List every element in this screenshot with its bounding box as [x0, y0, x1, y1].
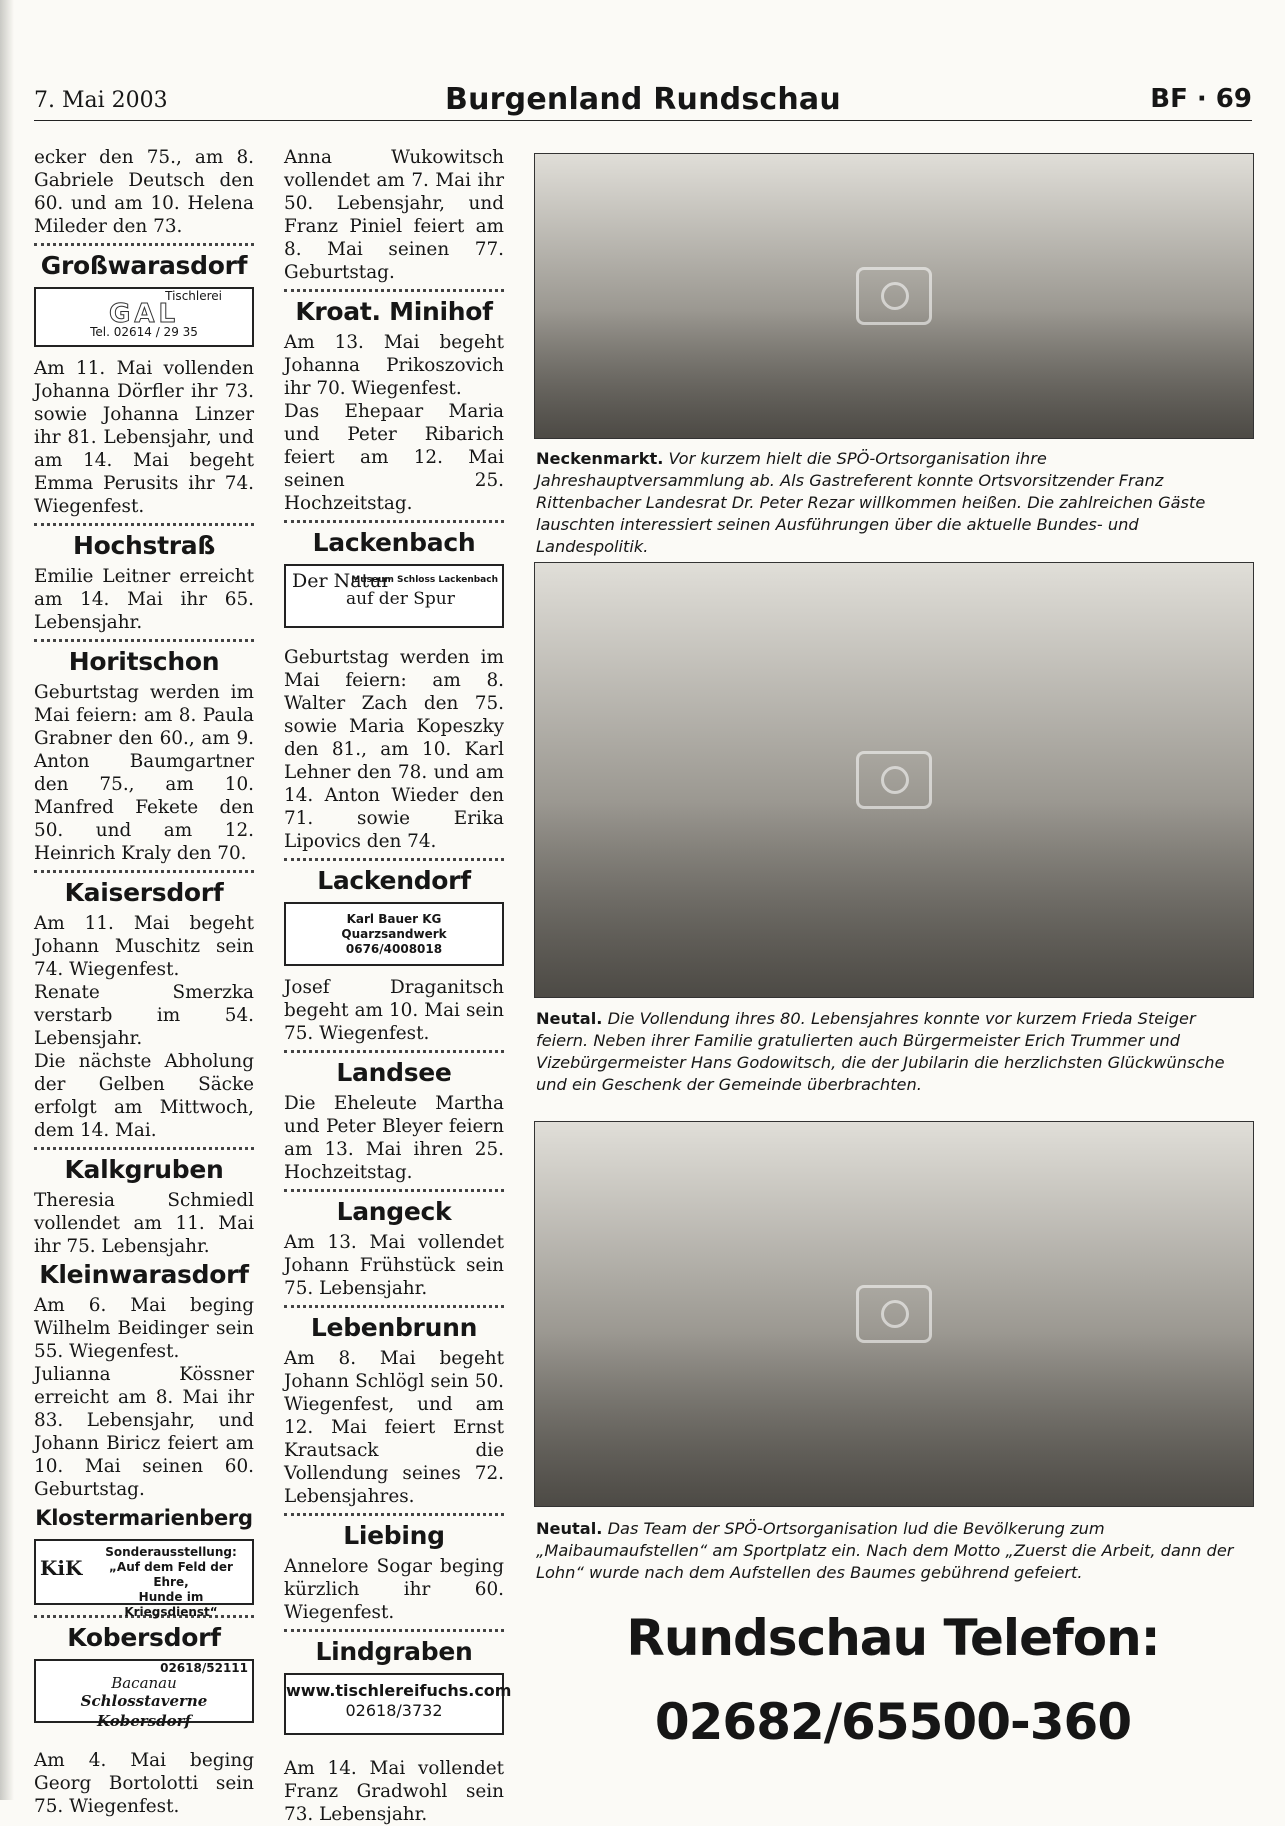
section-title: Lebenbrunn [310, 1313, 478, 1342]
caption-place: Neutal. [536, 1519, 603, 1538]
ad-kik-exhibition[interactable]: KiK Sonderausstellung: „Auf dem Feld der Ehre, Hunde im Kriegsdienst“ [34, 1539, 254, 1605]
photo-icon [856, 1285, 932, 1343]
article-text: Emilie Leitner erreicht am 14. Mai ihr 65. Lebensjahr. [34, 566, 254, 633]
article-text: Am 6. Mai beging Wilhelm Beidinger sein 55. Wiegenfest. [34, 1295, 254, 1362]
promo-phone[interactable]: 02682/65500-360 [654, 1693, 1132, 1751]
gal-logo: GAL [108, 299, 180, 329]
photo-neutal-birthday [534, 562, 1254, 998]
section-title: Lindgraben [315, 1637, 473, 1666]
article-text: Josef Draganitsch begeht am 10. Mai sein 75. Wiegenfest. [284, 977, 504, 1044]
caption-place: Neckenmarkt. [536, 449, 664, 468]
divider [284, 1305, 504, 1308]
article-text: Theresia Schmiedl vollendet am 11. Mai ihr 75. Lebensjahr. [34, 1190, 254, 1257]
divider [34, 243, 254, 246]
divider [284, 1513, 504, 1516]
ad-schlosstaverne[interactable]: 02618/52111 Bacanau Schlosstaverne Kobersdorf [34, 1659, 254, 1723]
section-title: Klostermarienberg [35, 1506, 253, 1530]
article-text: Die Eheleute Martha und Peter Bleyer feiern am 13. Mai ihren 25. Hochzeitstag. [284, 1093, 504, 1183]
photo-neutal-maibaum [534, 1121, 1254, 1507]
article-text: Am 13. Mai begeht Johanna Prikoszovich ihr 70. Wiegenfest. [284, 332, 504, 399]
caption-text: Die Vollendung ihres 80. Lebensjahres konnte vor kurzem Frieda Steiger feiern. Neben ihrer Familie gratulierten auch Bürgermeister Erich Trummer und Vizebürgermeister Hans Godowitsch, die der Jubilarin die herzlichsten Glückwünsche und ein Geschenk der Gemeinde überbrachten. [536, 1009, 1225, 1094]
article-text: Die nächste Abholung der Gelben Säcke erfolgt am Mittwoch, dem 14. Mai. [34, 1051, 254, 1141]
article-text: Am 11. Mai begeht Johann Muschitz sein 74. Wiegenfest. [34, 913, 254, 980]
section-title: Kalkgruben [64, 1155, 224, 1184]
ad-tischlerei-fuchs[interactable]: www.tischlereifuchs.com 02618/3732 [284, 1673, 504, 1735]
article-text: Das Ehepaar Maria und Peter Ribarich feiert am 12. Mai seinen 25. Hochzeitstag. [284, 401, 504, 514]
article-text: Julianna Kössner erreicht am 8. Mai ihr 83. Lebensjahr, und Johann Biricz feiert am 10. Mai seinen 60. Geburtstag. [34, 1364, 254, 1500]
divider [284, 858, 504, 861]
article-continued: ecker den 75., am 8. Gabriele Deutsch den 60. und am 10. Helena Mileder den 73. [34, 147, 254, 237]
issue-date: 7. Mai 2003 [34, 88, 168, 113]
kik-logo: KiK [40, 1556, 83, 1580]
page-binding-shadow [0, 0, 14, 1800]
divider [34, 639, 254, 642]
divider [284, 1629, 504, 1632]
section-title: Horitschon [68, 647, 220, 676]
caption-neutal-birthday [536, 1008, 1252, 1096]
article-text: Am 4. Mai beging Georg Bortolotti sein 75. Wiegenfest. [34, 1750, 254, 1817]
article-text: Annelore Sogar beging kürzlich ihr 60. Wiegenfest. [284, 1556, 504, 1623]
caption-place: Neutal. [536, 1009, 603, 1028]
article-text: Geburtstag werden im Mai feiern: am 8. Walter Zach den 75. sowie Maria Kopeszky den 81., am 10. Karl Lehner den 78. und am 14. Anton Wieder den 71. sowie Erika Lipovics den 74. [284, 647, 504, 852]
photo-icon [856, 751, 932, 809]
article-text: Am 14. Mai vollendet Franz Gradwohl sein 73. Lebensjahr. [284, 1758, 504, 1825]
section-title: Liebing [343, 1521, 445, 1550]
divider [284, 1050, 504, 1053]
divider [34, 870, 254, 873]
article-text: Am 11. Mai vollenden Johanna Dörfler ihr 73. sowie Johanna Linzer ihr 81. Lebensjahr, und am 14. Mai begeht Emma Perusits ihr 74. Wiegenfest. [34, 358, 254, 517]
divider [284, 520, 504, 523]
section-title: Lackendorf [317, 866, 471, 895]
column-middle [284, 146, 512, 1826]
caption-text: Das Team der SPÖ-Ortsorganisation lud die Bevölkerung zum „Maibaumaufstellen“ am Sportplatz ein. Nach dem Motto „Zuerst die Arbeit, dann der Lohn“ wurde nach dem Aufstellen des Baumes gebührend gefeiert. [536, 1519, 1234, 1582]
section-title: Kleinwarasdorf [39, 1260, 249, 1289]
ad-tischlerei-gal[interactable]: Tischlerei GAL Tel. 02614 / 29 35 [34, 287, 254, 347]
article-text: Renate Smerzka verstarb im 54. Lebensjahr. [34, 982, 254, 1049]
section-title: Großwarasdorf [40, 251, 248, 280]
section-title: Kobersdorf [67, 1623, 221, 1652]
newspaper-title: Burgenland Rundschau [445, 82, 841, 117]
caption-text: Vor kurzem hielt die SPÖ-Ortsorganisation ihre Jahreshauptversammlung ab. Als Gastreferent konnte Ortsvorsitzender Franz Rittenbacher Landesrat Dr. Peter Rezar willkommen heißen. Die zahlreichen Gäste lauschten interessiert seinen Ausführungen über die aktuelle Bundes- und Landespolitik. [536, 449, 1206, 556]
ad-museum-lackenbach[interactable]: Museum Schloss Lackenbach Der Natur auf der Spur [284, 564, 504, 628]
section-title: Landsee [336, 1058, 452, 1087]
section-title: Lackenbach [312, 528, 476, 557]
divider [34, 1147, 254, 1150]
article-text: Geburtstag werden im Mai feiern: am 8. Paula Grabner den 60., am 9. Anton Baumgartner den 75., am 10. Manfred Fekete den 50. und am 12. Heinrich Kraly den 70. [34, 682, 254, 864]
article-text: Am 8. Mai begeht Johann Schlögl sein 50. Wiegenfest, und am 12. Mai feiert Ernst Krautsack die Vollendung seines 72. Lebensjahres. [284, 1348, 504, 1507]
photo-icon [856, 267, 932, 325]
article-continued: Anna Wukowitsch vollendet am 7. Mai ihr 50. Lebensjahr, und Franz Piniel feiert am 8. Mai seinen 77. Geburtstag. [284, 147, 504, 283]
section-title: Kroat. Minihof [295, 297, 493, 326]
caption-neckenmarkt [536, 448, 1252, 558]
article-text: Am 13. Mai vollendet Johann Frühstück sein 75. Lebensjahr. [284, 1232, 504, 1299]
divider [34, 523, 254, 526]
divider [284, 289, 504, 292]
section-title: Langeck [336, 1197, 452, 1226]
page-number: BF · 69 [1150, 84, 1252, 114]
caption-neutal-maibaum [536, 1518, 1252, 1584]
ad-karl-bauer[interactable]: Karl Bauer KG Quarzsandwerk 0676/4008018 [284, 902, 504, 966]
section-title: Hochstraß [72, 531, 216, 560]
section-title: Kaisersdorf [64, 878, 224, 907]
promo-title: Rundschau Telefon: [626, 1609, 1160, 1667]
column-left [34, 146, 254, 1818]
photo-neckenmarkt [534, 153, 1254, 439]
divider [284, 1189, 504, 1192]
page-header [34, 80, 1252, 121]
